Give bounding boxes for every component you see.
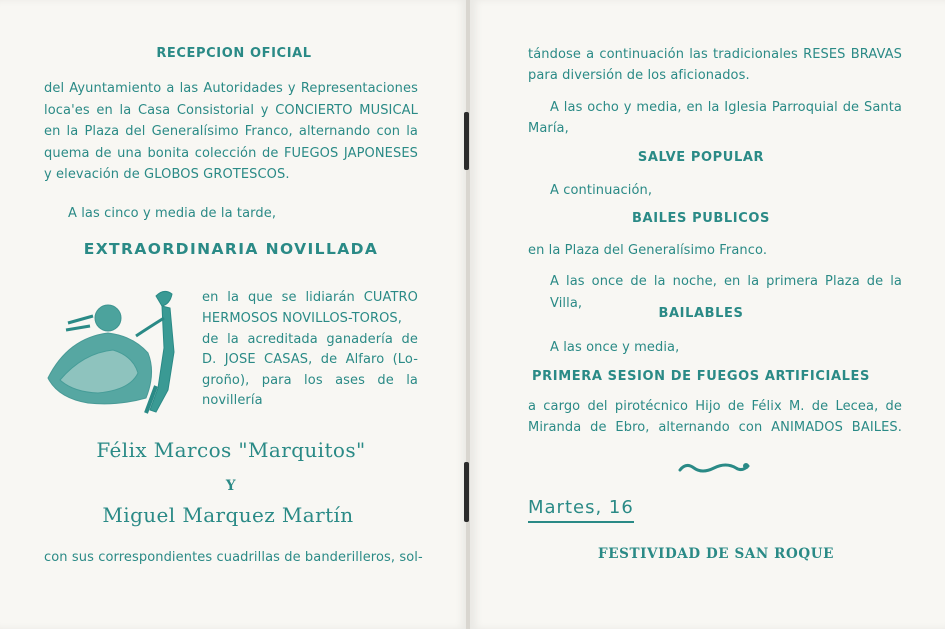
heading-bailables: BAILABLES <box>658 306 744 321</box>
novillada-line-5: groño), para los ases de la <box>202 373 418 388</box>
heading-fuegos-artificiales: PRIMERA SESION DE FUEGOS ARTIFICIALES <box>532 369 870 384</box>
evening-line-1: A las ocho y media, en la Iglesia Parroquial de Santa <box>550 100 902 115</box>
continuation-line-1: tándose a continuación las tradicionales RESES BRAVAS <box>528 47 902 62</box>
right-page <box>470 0 945 629</box>
novillada-line-3: de la acreditada ganadería de <box>202 332 418 347</box>
novillada-line-1: en la que se lidiarán CUATRO <box>202 290 418 305</box>
closing-line: con sus correspondientes cuadrillas de banderilleros, sol- <box>44 550 423 565</box>
left-page <box>0 0 468 629</box>
fuegos-line-1: a cargo del pirotécnico Hijo de Félix M. de Lecea, de <box>528 399 902 414</box>
fuegos-line-2: Miranda de Ebro, alternando con ANIMADOS BAILES. <box>528 420 902 435</box>
bullfighter-icon <box>38 278 188 418</box>
connector-y: Y <box>225 478 237 494</box>
evening-line-2: María, <box>528 121 569 136</box>
novillada-line-2: HERMOSOS NOVILLOS-TOROS, <box>202 311 403 326</box>
festivity-san-roque: FESTIVIDAD DE SAN ROQUE <box>598 546 834 562</box>
bullfighter-illustration <box>38 278 188 418</box>
continuacion: A continuación, <box>550 183 653 198</box>
staple-top <box>464 112 469 170</box>
late-line: A las once y media, <box>550 340 680 355</box>
torero-2: Miguel Marquez Martín <box>102 503 354 527</box>
novillada-line-4: D. JOSE CASAS, de Alfaro (Lo- <box>202 352 418 367</box>
recepcion-line-1: del Ayuntamiento a las Autoridades y Representaciones <box>44 81 418 96</box>
recepcion-line-5: y elevación de GLOBOS GROTESCOS. <box>44 167 290 182</box>
ornament-flourish <box>676 458 752 478</box>
heading-extraordinaria-novillada: EXTRAORDINARIA NOVILLADA <box>83 240 379 258</box>
recepcion-line-4: quema de una bonita colección de FUEGOS JAPONESES <box>44 146 418 161</box>
recepcion-line-2: loca'es en la Casa Consistorial y CONCIERTO MUSICAL <box>44 103 418 118</box>
heading-bailes-publicos: BAILES PUBLICOS <box>632 211 770 226</box>
staple-bottom <box>464 462 469 522</box>
recepcion-line-3: en la Plaza del Generalísimo Franco, alternando con la <box>44 124 418 139</box>
heading-salve-popular: SALVE POPULAR <box>637 150 765 165</box>
day-heading: Martes, 16 <box>528 497 634 523</box>
bailes-place: en la Plaza del Generalísimo Franco. <box>528 243 768 258</box>
afternoon-intro: A las cinco y media de la tarde, <box>68 206 277 221</box>
novillada-line-6: novillería <box>202 393 263 408</box>
night-line: A las once de la noche, en la primera Plaza de la Villa, <box>550 274 902 311</box>
torero-1: Félix Marcos "Marquitos" <box>96 438 366 462</box>
heading-recepcion-oficial: RECEPCION OFICIAL <box>156 46 312 61</box>
continuation-line-2: para diversión de los aficionados. <box>528 68 750 83</box>
ornament-icon <box>676 458 752 478</box>
